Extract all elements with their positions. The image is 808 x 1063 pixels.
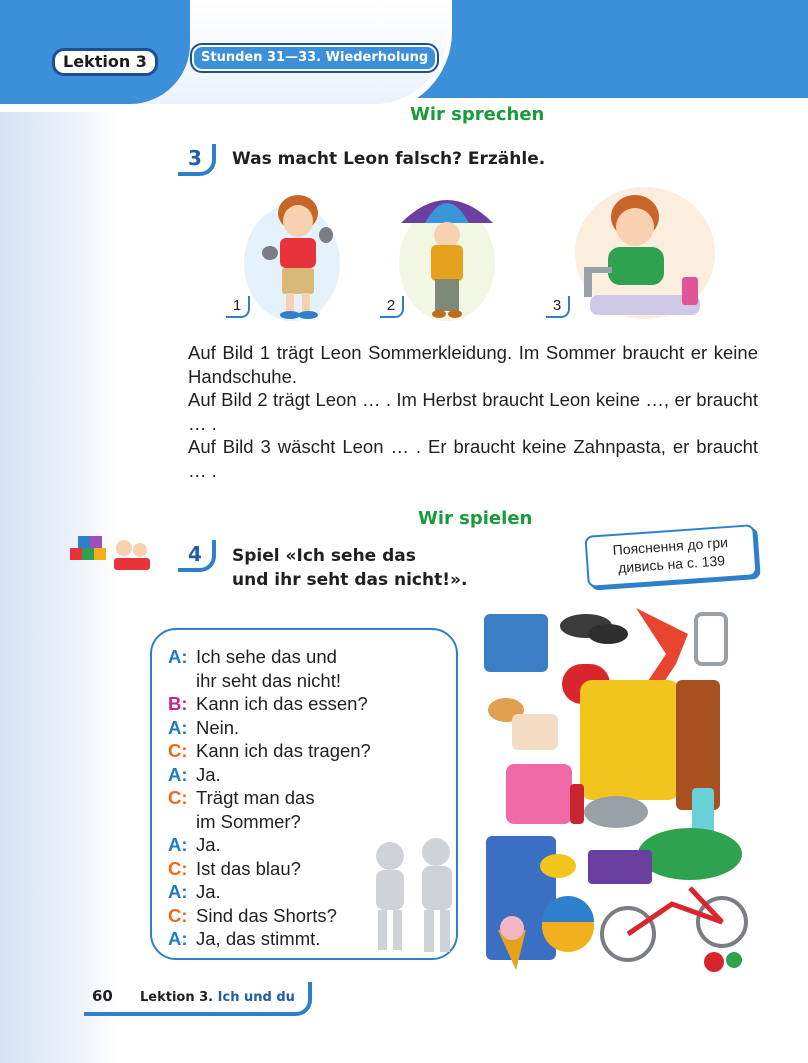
section-title-sprechen: Wir sprechen <box>410 104 545 125</box>
hint-box <box>584 524 757 588</box>
dialog-line <box>168 716 239 740</box>
dialog-text: Ja. <box>196 881 221 902</box>
picture-label-1: 1 <box>226 296 250 318</box>
hint-line-1: Пояснення до гри <box>612 534 729 559</box>
dialog-text: ihr seht das nicht! <box>196 669 341 691</box>
dialog-text: Ja, das stimmt. <box>196 928 321 949</box>
picture-label-2: 2 <box>380 296 404 318</box>
dialog-text: Ja. <box>196 834 221 855</box>
dialog-text: Ist das blau? <box>196 857 301 879</box>
picture-3 <box>570 183 720 323</box>
dialog-speaker: A: <box>168 881 188 902</box>
dialog-text: Ja. <box>196 763 221 785</box>
page-number: 60 <box>92 987 113 1005</box>
dialog-speaker: C: <box>168 857 188 879</box>
dialog-text: Trägt man das <box>196 787 315 808</box>
paragraph-line-3: Auf Bild 3 wäscht Leon … . Er braucht keine Zahnpasta, er braucht … . <box>188 436 758 481</box>
dialog-speaker: A: <box>168 646 188 667</box>
dialog-speaker: B: <box>168 693 188 714</box>
picture-label-3: 3 <box>546 296 570 318</box>
task-title-3: Was macht Leon falsch? Erzähle. <box>232 149 546 169</box>
dialog-line <box>168 833 221 857</box>
hint-line-2: дивись на с. 139 <box>617 552 726 576</box>
paragraph-line-1: Auf Bild 1 trägt Leon Sommerkleidung. Im Sommer braucht er keine Handschuhe. <box>188 342 758 387</box>
side-strip <box>0 0 120 1063</box>
dialog-speaker: A: <box>168 928 188 949</box>
task-number-3: 3 <box>178 144 216 176</box>
dialog-text: Nein. <box>196 716 240 738</box>
dialog-line <box>168 669 341 693</box>
task-title-4-line-2: und ihr seht das nicht!». <box>232 570 468 590</box>
footer-lektion: Lektion 3. <box>140 990 214 1005</box>
footer-title <box>140 990 295 1005</box>
picture-2 <box>395 183 500 323</box>
dialog-speaker: C: <box>168 904 188 926</box>
clothes-collage <box>476 604 758 980</box>
task-number-4: 4 <box>178 540 216 572</box>
task-3-paragraph <box>188 341 758 482</box>
dialog-speaker: A: <box>168 716 188 738</box>
dialog-text: Kann ich das essen? <box>196 693 368 714</box>
dialog-line <box>168 927 320 951</box>
dialog-line <box>168 763 221 787</box>
dialog-line <box>168 880 221 904</box>
stunden-badge: Stunden 31—33. Wiederholung <box>192 45 437 71</box>
dialog-text: Sind das Shorts? <box>196 904 337 926</box>
dialog-line <box>168 810 301 834</box>
dialog-speaker: A: <box>168 834 188 855</box>
dialog-line <box>168 645 337 669</box>
paragraph-line-2: Auf Bild 2 trägt Leon … . Im Herbst braucht Leon keine …, er braucht … . <box>188 389 758 434</box>
children-silhouette <box>360 838 470 958</box>
dialog-line <box>168 739 371 763</box>
footer-topic: Ich und du <box>217 990 295 1005</box>
dialog-line <box>168 786 315 810</box>
dialog-text: Kann ich das tragen? <box>196 740 371 761</box>
dialog-speaker: C: <box>168 740 188 761</box>
game-icon <box>68 534 158 574</box>
picture-1 <box>240 183 345 323</box>
dialog-speaker: C: <box>168 787 188 808</box>
dialog-line <box>168 857 301 881</box>
lektion-badge: Lektion 3 <box>52 48 158 76</box>
dialog-line <box>168 904 337 928</box>
dialog-speaker: A: <box>168 763 188 785</box>
dialog-text: Ich sehe das und <box>196 646 337 667</box>
task-title-4-line-1: Spiel «Ich sehe das <box>232 546 416 566</box>
section-title-spielen: Wir spielen <box>418 508 533 529</box>
dialog-text: im Sommer? <box>196 810 301 832</box>
dialog-line <box>168 692 368 716</box>
